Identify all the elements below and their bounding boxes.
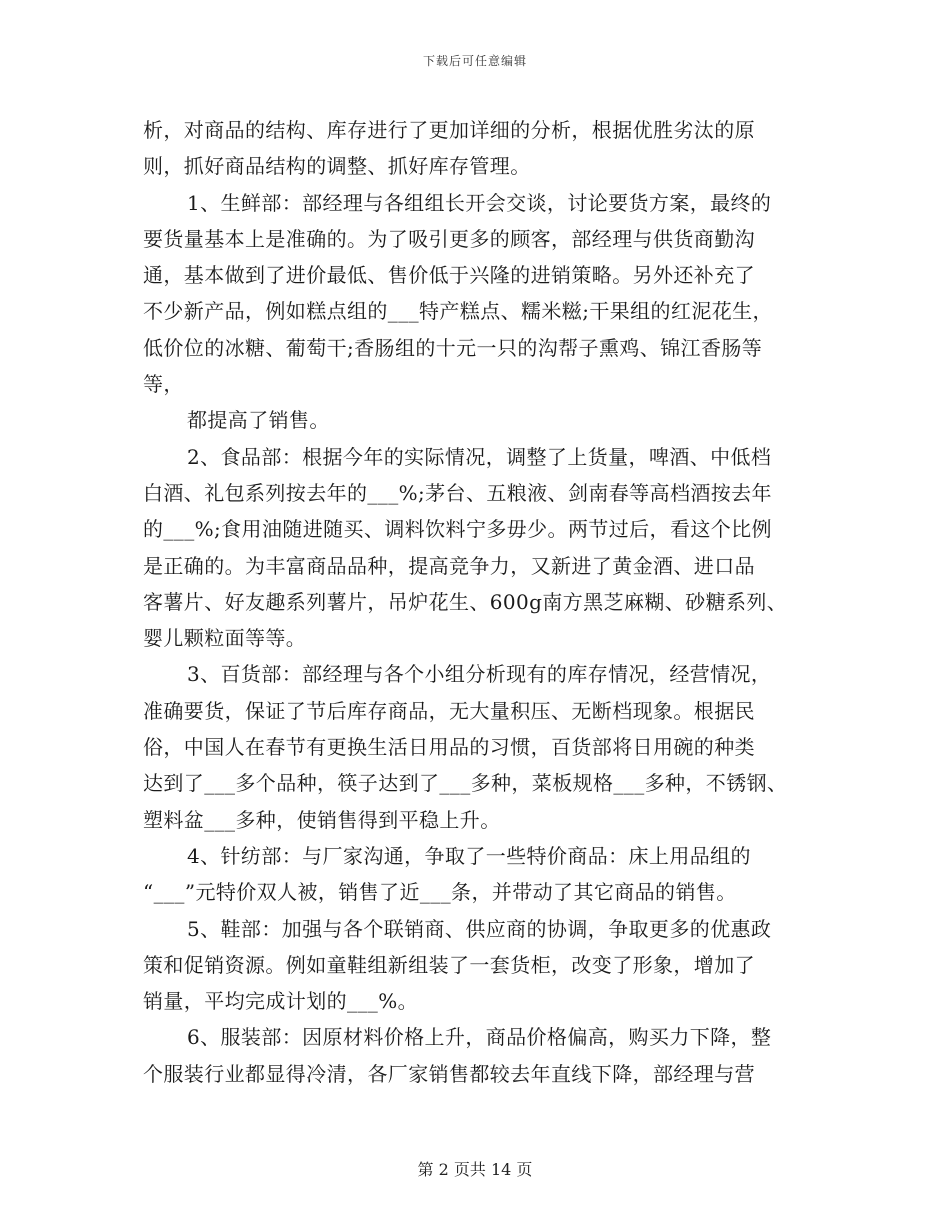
document-body	[143, 112, 807, 1092]
text-line: 低价位的冰糖、葡萄干;香肠组的十元一只的沟帮子熏鸡、锦江香肠等	[143, 335, 763, 360]
paragraph-start-textile-dept: 4、针纺部：与厂家沟通，争取了一些特价商品：床上用品组的	[187, 843, 751, 868]
text-line: 都提高了销售。	[187, 408, 330, 433]
text-line: 白酒、礼包系列按去年的___%;茅台、五粮液、剑南春等高档酒按去年	[143, 480, 772, 505]
text-line: 达到了___多个品种，筷子达到了___多种，菜板规格___多种，不锈钢、	[143, 771, 788, 796]
text-line: 客薯片、好友趣系列薯片，吊炉花生、600g南方黑芝麻糊、砂糖系列、	[143, 589, 788, 614]
page-number-footer: 第 2 页共 14 页	[417, 1160, 533, 1179]
text-line: 析，对商品的结构、库存进行了更加详细的分析，根据优胜劣汰的原	[143, 118, 755, 142]
text-line: 婴儿颗粒面等等。	[143, 626, 307, 651]
text-line: 个服装行业都显得冷清，各厂家销售都较去年直线下降，部经理与营	[143, 1061, 755, 1086]
paragraph-start-fresh-dept: 1、生鲜部：部经理与各组组长开会交谈，讨论要货方案，最终的	[187, 190, 772, 215]
text-line: 塑料盆___多种，使销售得到平稳上升。	[143, 807, 501, 832]
text-line: 准确要货，保证了节后库存商品，无大量积压、无断档现象。根据民	[143, 698, 755, 723]
paragraph-start-department-store: 3、百货部：部经理与各个小组分析现有的库存情况，经营情况，	[187, 662, 772, 687]
text-line: 则，抓好商品结构的调整、抓好库存管理。	[143, 154, 531, 179]
text-line: 是正确的。为丰富商品品种，提高竞争力，又新进了黄金酒、进口品	[143, 553, 755, 578]
text-line: 不少新产品，例如糕点组的___特产糕点、糯米糍;干果组的红泥花生，	[143, 299, 773, 324]
text-line: 销量，平均完成计划的___%。	[143, 989, 419, 1014]
text-line: 的___%;食用油随进随买、调料饮料宁多毋少。两节过后，看这个比例	[143, 517, 772, 542]
text-line: 要货量基本上是准确的。为了吸引更多的顾客，部经理与供货商勤沟	[143, 226, 755, 251]
text-line: 等，	[143, 372, 184, 397]
paragraph-start-clothing-dept: 6、服装部：因原材料价格上升，商品价格偏高，购买力下降，整	[187, 1025, 772, 1050]
page-header-note: 下载后可任意编辑	[422, 54, 527, 68]
paragraph-start-food-dept: 2、食品部：根据今年的实际情况，调整了上货量，啤酒、中低档	[187, 444, 772, 469]
paragraph-start-shoe-dept: 5、鞋部：加强与各个联销商、供应商的协调，争取更多的优惠政	[187, 916, 772, 941]
text-line: “___”元特价双人被，销售了近___条，并带动了其它商品的销售。	[143, 880, 737, 905]
text-line: 策和促销资源。例如童鞋组新组装了一套货柜，改变了形象，增加了	[143, 952, 755, 977]
text-line: 通，基本做到了进价最低、售价低于兴隆的进销策略。另外还补充了	[143, 263, 755, 288]
text-line: 俗，中国人在春节有更换生活日用品的习惯，百货部将日用碗的种类	[143, 735, 755, 760]
